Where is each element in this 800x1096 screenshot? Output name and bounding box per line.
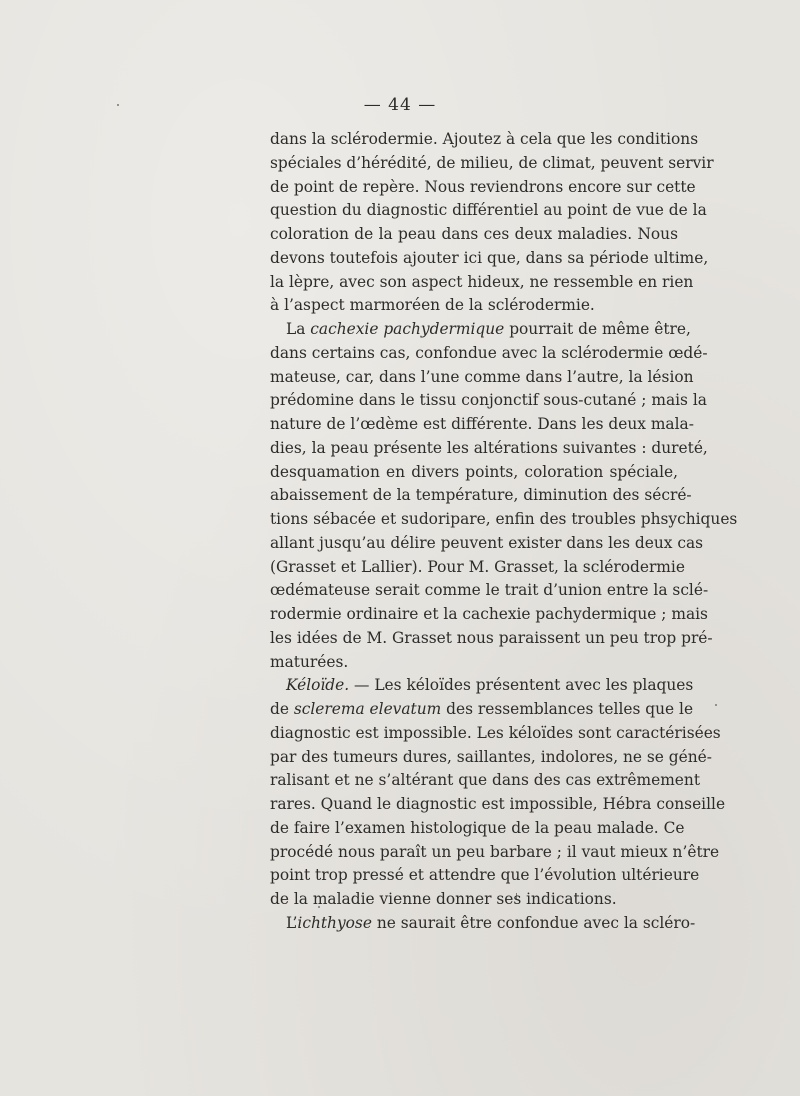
text-line: [270, 247, 709, 271]
text-segment: pourrait de même être,: [504, 320, 691, 338]
text-line: [270, 318, 691, 342]
text-line: [270, 413, 694, 437]
text-line: [270, 342, 708, 366]
text-line: [270, 389, 707, 413]
text-line: [270, 888, 678, 912]
italic-text: sclerema elevatum: [293, 700, 442, 718]
text-line: [270, 461, 678, 485]
text-segment: La: [286, 320, 311, 338]
text-segment: abaissement de la température, diminution des sécré-: [270, 486, 692, 505]
text-segment: L’: [286, 913, 298, 932]
text-line: [270, 698, 694, 722]
text-line: [270, 817, 685, 841]
text-segment: desquamation en divers points, coloration spéciale,: [270, 462, 678, 481]
text-line: [270, 769, 701, 793]
text-segment: diagnostic est impossible. Les kéloïdes sont caractérisées: [270, 723, 721, 742]
page-number: — 44 —: [363, 95, 437, 115]
text-segment: tions sébacée et sudoripare, enfin des troubles phsychiques: [270, 510, 738, 528]
text-segment: coloration de la peau dans ces deux maladies. Nous: [270, 225, 678, 243]
text-line: [270, 864, 700, 888]
text-line: [270, 223, 678, 247]
text-segment: point trop pressé et attendre que l’évolution ultérieure: [270, 866, 700, 885]
text-segment: mateuse, car, dans l’une comme dans l’autre, la lésion: [270, 367, 694, 386]
text-line: [270, 176, 696, 200]
text-line: [270, 294, 678, 318]
text-line: [270, 603, 708, 627]
paper-speck: [715, 704, 717, 706]
body-text: [270, 128, 738, 936]
text-segment: ralisant et ne s’altérant que dans des cas extrêmement: [270, 771, 701, 790]
text-line: [270, 579, 709, 603]
text-segment: prédomine dans le tissu conjonctif sous-cutané ; mais la: [270, 391, 707, 410]
text-segment: de: [270, 700, 294, 718]
text-line: [270, 841, 720, 865]
italic-text: Kéloïde.: [286, 676, 350, 695]
text-segment: nature de l’œdème est différente. Dans les deux mala-: [270, 415, 694, 433]
text-segment: (Grasset et Lallier). Pour M. Grasset, la sclérodermie: [270, 557, 685, 576]
text-line: [270, 437, 708, 461]
italic-text: cachexie pachydermique: [310, 320, 505, 338]
text-segment: œdémateuse serait comme le trait d’union entre la sclé-: [270, 581, 709, 600]
text-segment: devons toutefois ajouter ici que, dans sa période ultime,: [270, 248, 709, 267]
text-line: [270, 793, 726, 817]
text-line: [270, 912, 696, 936]
text-line: [270, 651, 678, 675]
text-line: [270, 128, 699, 152]
text-segment: spéciales d’hérédité, de milieu, de climat, peuvent servir: [270, 153, 714, 172]
text-segment: les idées de M. Grasset nous paraissent un peu trop pré-: [270, 628, 713, 647]
text-line: [270, 674, 694, 698]
italic-text: ichthyose: [297, 913, 372, 932]
text-segment: ne saurait être confondue avec la scléro-: [371, 913, 696, 932]
text-segment: — Les kéloïdes présentent avec les plaques: [349, 676, 694, 695]
text-line: [270, 199, 707, 223]
text-line: [270, 532, 704, 556]
text-segment: dans certains cas, confondue avec la sclérodermie œdé-: [270, 343, 708, 362]
text-line: [270, 746, 712, 770]
text-segment: question du diagnostic différentiel au point de vue de la: [270, 201, 707, 220]
text-line: [270, 152, 714, 176]
text-line: [270, 722, 721, 746]
text-segment: de point de repère. Nous reviendrons encore sur cette: [270, 177, 696, 196]
text-segment: de faire l’examen histologique de la peau malade. Ce: [270, 818, 685, 837]
text-segment: maturées.: [270, 652, 349, 671]
text-segment: de la maladie vienne donner ses indications.: [270, 890, 617, 908]
text-line: [270, 627, 713, 651]
text-line: [270, 271, 694, 295]
text-segment: des ressemblances telles que le: [441, 700, 694, 718]
text-line: [270, 366, 694, 390]
text-segment: rares. Quand le diagnostic est impossible, Hébra conseille: [270, 795, 726, 813]
text-segment: rodermie ordinaire et la cachexie pachydermique ; mais: [270, 605, 708, 623]
text-segment: la lèpre, avec son aspect hideux, ne ressemble en rien: [270, 272, 694, 291]
text-line: [270, 556, 685, 580]
text-line: [270, 484, 692, 508]
text-segment: procédé nous paraît un peu barbare ; il vaut mieux n’être: [270, 842, 720, 861]
text-segment: à l’aspect marmoréen de la sclérodermie.: [270, 296, 595, 315]
text-segment: dies, la peau présente les altérations suivantes : dureté,: [270, 438, 708, 457]
text-segment: allant jusqu’au délire peuvent exister dans les deux cas: [270, 533, 704, 552]
text-segment: par des tumeurs dures, saillantes, indolores, ne se géné-: [270, 747, 712, 766]
text-segment: dans la sclérodermie. Ajoutez à cela que les conditions: [270, 130, 699, 148]
text-line: [270, 508, 738, 532]
